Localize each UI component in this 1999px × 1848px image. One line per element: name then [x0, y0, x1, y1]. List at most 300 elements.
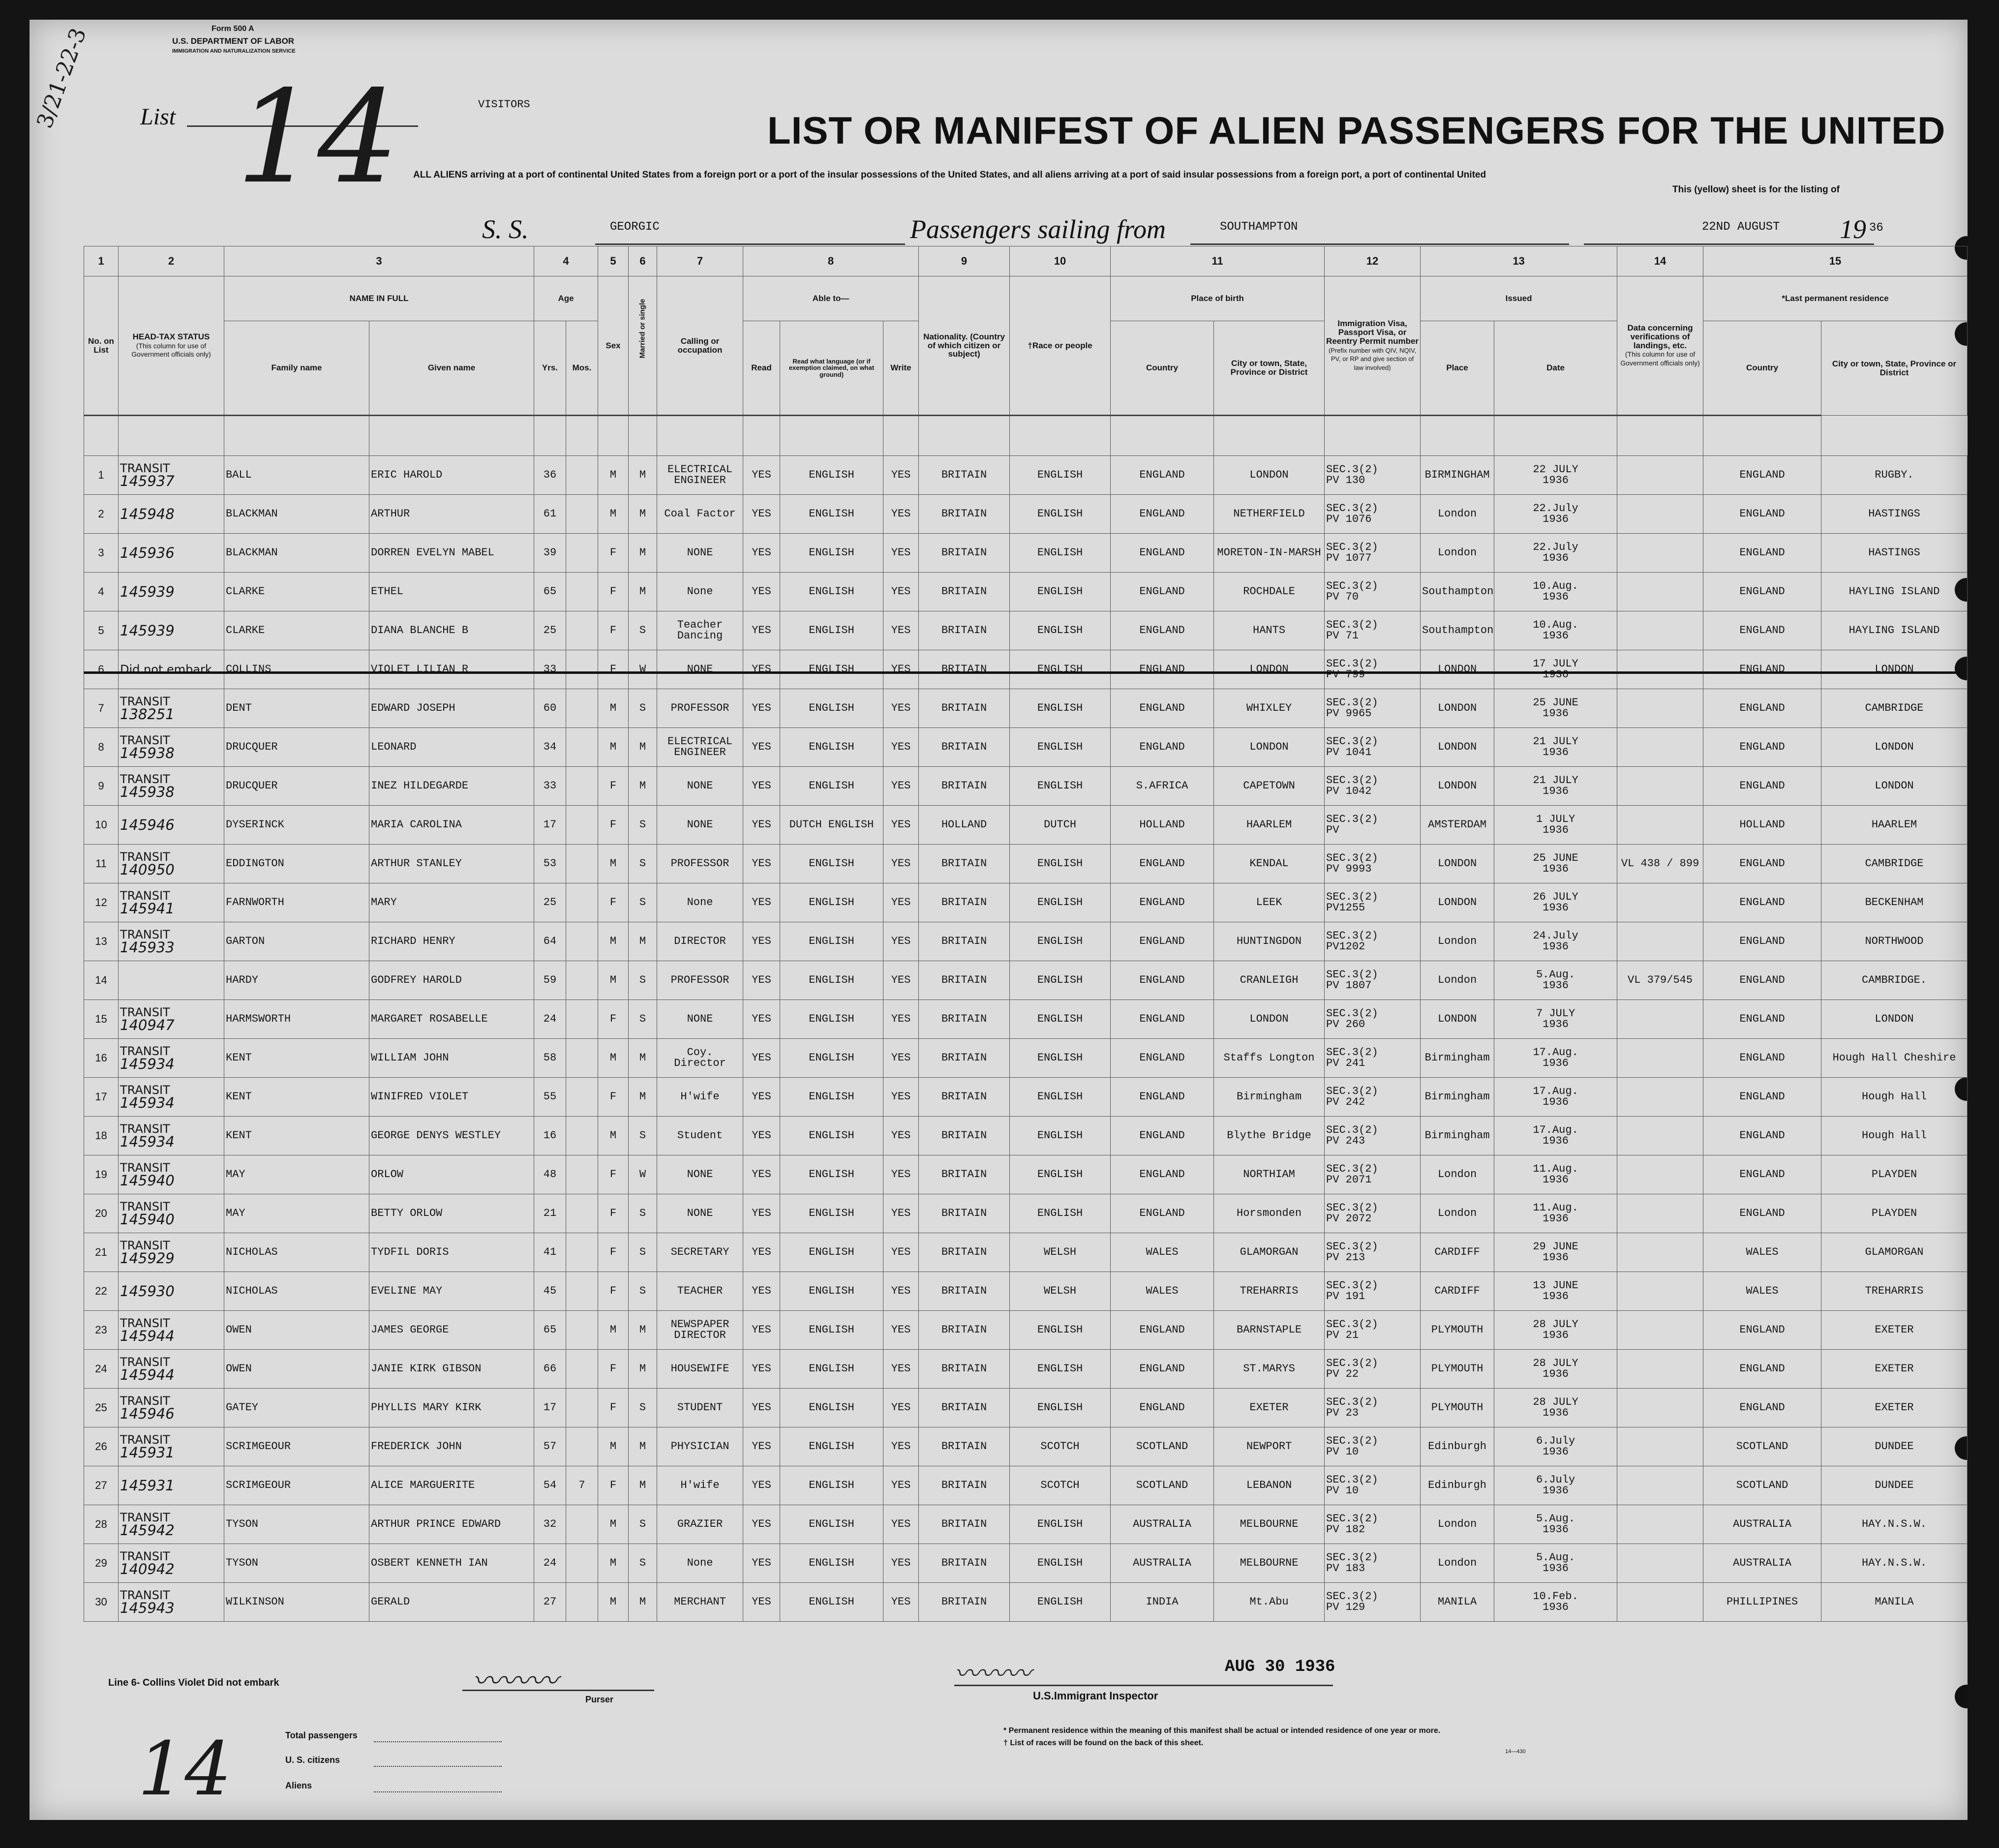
landing-note: (This column for use of Government officials only)	[1620, 350, 1700, 367]
mos-cell	[566, 689, 598, 728]
landing-cell	[1617, 1583, 1703, 1622]
landing-cell	[1617, 1117, 1703, 1155]
occ-cell: PHYSICIAN	[657, 1427, 743, 1466]
family-cell: SCRIMGEOUR	[224, 1427, 369, 1466]
passenger-row	[84, 1544, 1968, 1583]
visa-cell	[1325, 1117, 1421, 1155]
write-cell: YES	[883, 961, 919, 1000]
colnum: 10	[1010, 246, 1111, 276]
visa-cell	[1325, 1311, 1421, 1350]
visa-cell	[1325, 883, 1421, 922]
visa-section: SEC.3(2)	[1326, 463, 1378, 476]
read-cell: YES	[743, 845, 780, 883]
port-name: SOUTHAMPTON	[1220, 220, 1298, 234]
iplace-cell: LONDON	[1421, 767, 1494, 806]
rcity-cell: LONDON	[1821, 767, 1968, 806]
col-issued-date: Date	[1494, 321, 1617, 416]
yrs-cell: 55	[534, 1078, 566, 1117]
iplace-cell: Birmingham	[1421, 1039, 1494, 1078]
sex-cell: M	[598, 845, 629, 883]
head-tax-cell	[119, 922, 224, 961]
visa-section: SEC.3(2)	[1326, 1163, 1378, 1175]
sex-cell: F	[598, 1155, 629, 1194]
head-tax-number: 145943	[120, 1599, 175, 1616]
given-cell: WINIFRED VIOLET	[369, 1078, 534, 1117]
sex-cell: F	[598, 767, 629, 806]
rcountry-cell: ENGLAND	[1703, 1000, 1821, 1039]
head-tax-cell	[119, 1466, 224, 1505]
purser-signature: 〰〰〰	[472, 1664, 558, 1697]
head-tax-label: HEAD-TAX STATUS	[132, 332, 210, 341]
ms-cell: S	[629, 883, 657, 922]
lang-cell: ENGLISH	[780, 495, 883, 534]
visa-cell	[1325, 495, 1421, 534]
read-cell: YES	[743, 767, 780, 806]
no-cell: 21	[84, 1233, 119, 1272]
sex-cell: M	[598, 1311, 629, 1350]
passenger-row	[84, 922, 1968, 961]
mos-cell	[566, 922, 598, 961]
rcity-cell: HAY.N.S.W.	[1821, 1505, 1968, 1544]
issued-date-cell	[1494, 1000, 1617, 1039]
rcity-cell: LONDON	[1821, 1000, 1968, 1039]
visa-cell	[1325, 1544, 1421, 1583]
rcountry-cell: ENGLAND	[1703, 1194, 1821, 1233]
lang-cell: ENGLISH	[780, 1194, 883, 1233]
issued-date: 1936	[1543, 591, 1569, 603]
family-cell: CLARKE	[224, 573, 369, 611]
no-cell: 23	[84, 1311, 119, 1350]
passenger-row	[84, 883, 1968, 922]
issued-date-cell	[1494, 1544, 1617, 1583]
sex-cell: M	[598, 1544, 629, 1583]
visa-section: SEC.3(2)	[1326, 1357, 1378, 1369]
mos-cell	[566, 1155, 598, 1194]
rcountry-cell: PHILLIPINES	[1703, 1583, 1821, 1622]
issued-date: 5.Aug.	[1536, 969, 1575, 981]
nat-cell: BRITAIN	[919, 1427, 1010, 1466]
ms-cell: S	[629, 1194, 657, 1233]
ms-cell: M	[629, 573, 657, 611]
bcountry-cell: ENGLAND	[1111, 1311, 1214, 1350]
head-tax-status: TRANSIT	[120, 1588, 170, 1602]
iplace-cell: CARDIFF	[1421, 1272, 1494, 1311]
passenger-row	[84, 1427, 1968, 1466]
landing-cell: VL 379/545	[1617, 961, 1703, 1000]
issued-date: 26 JULY	[1533, 891, 1578, 903]
write-cell: YES	[883, 1117, 919, 1155]
col-given-name: Given name	[369, 321, 534, 416]
rcountry-cell: ENGLAND	[1703, 728, 1821, 767]
landing-cell: VL 438 / 899	[1617, 845, 1703, 883]
lang-cell: ENGLISH	[780, 1350, 883, 1389]
subtitle-2: This (yellow) sheet is for the listing of	[1672, 184, 1840, 195]
head-tax-cell	[119, 689, 224, 728]
nat-cell: BRITAIN	[919, 1505, 1010, 1544]
write-cell: YES	[883, 650, 919, 689]
header-spacer	[84, 416, 1968, 456]
visa-number: PV1255	[1326, 902, 1365, 914]
nat-cell: BRITAIN	[919, 1233, 1010, 1272]
write-cell: YES	[883, 1000, 919, 1039]
yrs-cell: 17	[534, 806, 566, 845]
colnum: 14	[1617, 246, 1703, 276]
mos-cell	[566, 1117, 598, 1155]
write-cell: YES	[883, 922, 919, 961]
head-tax-number: 145948	[120, 505, 175, 522]
family-cell: KENT	[224, 1117, 369, 1155]
head-tax-cell	[119, 1155, 224, 1194]
nat-cell: BRITAIN	[919, 534, 1010, 573]
head-tax-number: 145937	[120, 472, 175, 489]
bcountry-cell: ENGLAND	[1111, 611, 1214, 650]
issued-date: 1936	[1543, 979, 1569, 992]
yrs-cell: 45	[534, 1272, 566, 1311]
sex-cell: M	[598, 728, 629, 767]
family-cell: DRUCQUER	[224, 767, 369, 806]
visa-number: PV 21	[1326, 1329, 1359, 1341]
head-tax-cell	[119, 611, 224, 650]
visa-number: PV 1076	[1326, 513, 1372, 525]
issued-date: 17.Aug.	[1533, 1124, 1578, 1136]
list-number: 14	[236, 63, 399, 212]
visa-section: SEC.3(2)	[1326, 502, 1378, 515]
landing-cell	[1617, 728, 1703, 767]
head-tax-cell	[119, 495, 224, 534]
occ-cell: Teacher Dancing	[657, 611, 743, 650]
landing-cell	[1617, 495, 1703, 534]
lang-cell: ENGLISH	[780, 728, 883, 767]
yrs-cell: 21	[534, 1194, 566, 1233]
mos-cell	[566, 1427, 598, 1466]
iplace-cell: BIRMINGHAM	[1421, 456, 1494, 495]
occ-cell: NONE	[657, 1000, 743, 1039]
yrs-cell: 32	[534, 1505, 566, 1544]
landing-cell	[1617, 1194, 1703, 1233]
race-cell: ENGLISH	[1010, 922, 1111, 961]
bcity-cell: MORETON-IN-MARSH	[1214, 534, 1325, 573]
write-cell: YES	[883, 1155, 919, 1194]
passenger-row	[84, 495, 1968, 534]
passenger-row	[84, 806, 1968, 845]
visa-number: PV 242	[1326, 1096, 1365, 1108]
bcity-cell: TREHARRIS	[1214, 1272, 1325, 1311]
sex-cell: F	[598, 1350, 629, 1389]
issued-date: 25 JUNE	[1533, 852, 1578, 864]
ms-cell: W	[629, 650, 657, 689]
bcountry-cell: ENGLAND	[1111, 1039, 1214, 1078]
given-cell: OSBERT KENNETH IAN	[369, 1544, 534, 1583]
visa-cell	[1325, 922, 1421, 961]
passenger-row	[84, 1155, 1968, 1194]
read-cell: YES	[743, 806, 780, 845]
nat-cell: BRITAIN	[919, 573, 1010, 611]
head-tax-number: 145942	[120, 1521, 175, 1539]
lang-cell: ENGLISH	[780, 1505, 883, 1544]
head-tax-cell	[119, 1194, 224, 1233]
bcity-cell: WHIXLEY	[1214, 689, 1325, 728]
sex-cell: F	[598, 1389, 629, 1427]
married-label: Married or single	[638, 299, 647, 358]
head-tax-cell	[119, 961, 224, 1000]
race-cell: ENGLISH	[1010, 650, 1111, 689]
head-tax-status: TRANSIT	[120, 927, 170, 941]
visa-section: SEC.3(2)	[1326, 1046, 1378, 1059]
landing-cell	[1617, 456, 1703, 495]
passenger-row	[84, 1389, 1968, 1427]
read-cell: YES	[743, 1078, 780, 1117]
issued-date-cell	[1494, 922, 1617, 961]
col-read: Read	[743, 321, 780, 416]
race-cell: ENGLISH	[1010, 1194, 1111, 1233]
head-tax-cell	[119, 1583, 224, 1622]
mos-cell: 7	[566, 1466, 598, 1505]
colnum: 3	[224, 246, 534, 276]
issued-date-cell	[1494, 1350, 1617, 1389]
issued-date-cell	[1494, 689, 1617, 728]
issued-date: 1936	[1543, 668, 1569, 681]
occ-cell: PROFESSOR	[657, 961, 743, 1000]
mos-cell	[566, 1000, 598, 1039]
sex-cell: F	[598, 650, 629, 689]
head-tax-cell	[119, 534, 224, 573]
write-cell: YES	[883, 1194, 919, 1233]
visa-cell	[1325, 611, 1421, 650]
visa-section: SEC.3(2)	[1326, 813, 1378, 825]
family-cell: HARMSWORTH	[224, 1000, 369, 1039]
race-cell: ENGLISH	[1010, 495, 1111, 534]
issued-date: 1936	[1543, 746, 1569, 758]
iplace-cell: LONDON	[1421, 689, 1494, 728]
yrs-cell: 16	[534, 1117, 566, 1155]
visa-section: SEC.3(2)	[1326, 697, 1378, 709]
read-cell: YES	[743, 728, 780, 767]
head-tax-cell	[119, 650, 224, 689]
visa-section: SEC.3(2)	[1326, 1513, 1378, 1525]
ms-cell: M	[629, 1466, 657, 1505]
rcountry-cell: SCOTLAND	[1703, 1427, 1821, 1466]
col-calling: Calling or occupation	[657, 276, 743, 416]
sex-cell: F	[598, 573, 629, 611]
col-no-on-list: No. on List	[84, 276, 119, 416]
race-cell: ENGLISH	[1010, 1000, 1111, 1039]
iplace-cell: LONDON	[1421, 728, 1494, 767]
issued-date: 1 JULY	[1536, 813, 1575, 825]
passenger-row	[84, 1194, 1968, 1233]
lang-cell: ENGLISH	[780, 1466, 883, 1505]
rcountry-cell: ENGLAND	[1703, 1039, 1821, 1078]
no-cell: 20	[84, 1194, 119, 1233]
issued-date: 28 JULY	[1533, 1396, 1578, 1408]
issued-date: 1936	[1543, 707, 1569, 720]
rcountry-cell: ENGLAND	[1703, 883, 1821, 922]
issued-date-cell	[1494, 456, 1617, 495]
mos-cell	[566, 1039, 598, 1078]
visa-cell	[1325, 1078, 1421, 1117]
read-cell: YES	[743, 1117, 780, 1155]
ms-cell: S	[629, 961, 657, 1000]
lang-cell: ENGLISH	[780, 1272, 883, 1311]
nat-cell: BRITAIN	[919, 650, 1010, 689]
occ-cell: Coy. Director	[657, 1039, 743, 1078]
issued-date: 17.Aug.	[1533, 1085, 1578, 1097]
lang-cell: ENGLISH	[780, 845, 883, 883]
issued-date: 29 JUNE	[1533, 1241, 1578, 1253]
mos-cell	[566, 1311, 598, 1350]
bcity-cell: MELBOURNE	[1214, 1544, 1325, 1583]
head-tax-number: 145939	[120, 622, 175, 639]
bcity-cell: Horsmonden	[1214, 1194, 1325, 1233]
visa-cell	[1325, 961, 1421, 1000]
read-cell: YES	[743, 1466, 780, 1505]
nat-cell: BRITAIN	[919, 1544, 1010, 1583]
head-tax-number: 145934	[120, 1055, 175, 1072]
rcountry-cell: AUSTRALIA	[1703, 1505, 1821, 1544]
visa-section: SEC.3(2)	[1326, 930, 1378, 942]
head-tax-number: 145941	[120, 900, 175, 917]
yrs-cell: 41	[534, 1233, 566, 1272]
bcity-cell: Mt.Abu	[1214, 1583, 1325, 1622]
iplace-cell: London	[1421, 961, 1494, 1000]
issued-date: 1936	[1543, 1174, 1569, 1186]
bcity-cell: ST.MARYS	[1214, 1350, 1325, 1389]
bcountry-cell: INDIA	[1111, 1583, 1214, 1622]
bcity-cell: NEWPORT	[1214, 1427, 1325, 1466]
iplace-cell: Edinburgh	[1421, 1466, 1494, 1505]
given-cell: ARTHUR	[369, 495, 534, 534]
race-cell: ENGLISH	[1010, 728, 1111, 767]
head-tax-cell	[119, 767, 224, 806]
issued-date-cell	[1494, 573, 1617, 611]
landing-cell	[1617, 611, 1703, 650]
no-cell: 25	[84, 1389, 119, 1427]
ms-cell: S	[629, 1272, 657, 1311]
sex-cell: M	[598, 1427, 629, 1466]
write-cell: YES	[883, 806, 919, 845]
ms-cell: S	[629, 1117, 657, 1155]
ms-cell: M	[629, 728, 657, 767]
bcity-cell: MELBOURNE	[1214, 1505, 1325, 1544]
issued-date-cell	[1494, 650, 1617, 689]
issued-date: 1936	[1543, 1290, 1569, 1303]
given-cell: RICHARD HENRY	[369, 922, 534, 961]
race-cell: ENGLISH	[1010, 1544, 1111, 1583]
ms-cell: M	[629, 456, 657, 495]
visa-number: PV 799	[1326, 668, 1365, 681]
lang-cell: ENGLISH	[780, 573, 883, 611]
read-cell: YES	[743, 1272, 780, 1311]
no-cell: 16	[84, 1039, 119, 1078]
visa-label: Immigration Visa, Passport Visa, or Reentry Permit number	[1326, 318, 1419, 346]
write-cell: YES	[883, 534, 919, 573]
passenger-row	[84, 573, 1968, 611]
mos-cell	[566, 1078, 598, 1117]
bcountry-cell: ENGLAND	[1111, 728, 1214, 767]
passenger-row	[84, 1000, 1968, 1039]
iplace-cell: London	[1421, 495, 1494, 534]
sex-cell: M	[598, 961, 629, 1000]
yrs-cell: 34	[534, 728, 566, 767]
issued-date-cell	[1494, 1505, 1617, 1544]
family-cell: NICHOLAS	[224, 1233, 369, 1272]
sex-cell: F	[598, 1078, 629, 1117]
occ-cell: ELECTRICAL ENGINEER	[657, 456, 743, 495]
column-number-row	[84, 246, 1968, 276]
landing-label: Data concerning verifications of landings, etc.	[1627, 323, 1693, 350]
issued-date-cell	[1494, 1078, 1617, 1117]
head-tax-number: 145944	[120, 1327, 175, 1344]
occ-cell: H'wife	[657, 1466, 743, 1505]
colnum: 12	[1325, 246, 1421, 276]
head-tax-status: TRANSIT	[120, 1510, 170, 1524]
race-cell: ENGLISH	[1010, 1039, 1111, 1078]
colnum: 15	[1703, 246, 1968, 276]
ship-name: GEORGIC	[610, 220, 660, 234]
head-tax-number: 140947	[120, 1016, 175, 1033]
issued-date-cell	[1494, 1194, 1617, 1233]
sex-cell: F	[598, 1233, 629, 1272]
visa-section: SEC.3(2)	[1326, 1435, 1378, 1447]
passenger-row	[84, 1078, 1968, 1117]
read-cell: YES	[743, 1194, 780, 1233]
write-cell: YES	[883, 1505, 919, 1544]
visa-section: SEC.3(2)	[1326, 1124, 1378, 1136]
head-tax-cell	[119, 1505, 224, 1544]
issued-date: 1936	[1543, 902, 1569, 914]
iplace-cell: Southampton	[1421, 611, 1494, 650]
col-nationality: Nationality. (Country of which citizen or subject)	[919, 276, 1010, 416]
family-cell: DENT	[224, 689, 369, 728]
head-tax-status: TRANSIT	[120, 1160, 170, 1175]
colnum: 6	[629, 246, 657, 276]
issued-date: 1936	[1543, 1368, 1569, 1380]
head-tax-status: TRANSIT	[120, 1199, 170, 1213]
issued-date: 1936	[1543, 1057, 1569, 1069]
visa-number: PV 260	[1326, 1018, 1365, 1030]
issued-date-cell	[1494, 845, 1617, 883]
lang-cell: ENGLISH	[780, 1117, 883, 1155]
sex-cell: M	[598, 1583, 629, 1622]
issued-date: 11.Aug.	[1533, 1202, 1578, 1214]
occ-cell: DIRECTOR	[657, 922, 743, 961]
issued-date-cell	[1494, 728, 1617, 767]
bcity-cell: NETHERFIELD	[1214, 495, 1325, 534]
issued-date: 1936	[1543, 1096, 1569, 1108]
head-tax-status: TRANSIT	[120, 1549, 170, 1563]
sex-cell: F	[598, 534, 629, 573]
ms-cell: S	[629, 1389, 657, 1427]
visa-cell	[1325, 534, 1421, 573]
mos-cell	[566, 883, 598, 922]
bcity-cell: HANTS	[1214, 611, 1325, 650]
nat-cell: BRITAIN	[919, 1117, 1010, 1155]
issued-date-cell	[1494, 1583, 1617, 1622]
mos-cell	[566, 1194, 598, 1233]
no-cell: 28	[84, 1505, 119, 1544]
head-tax-cell	[119, 728, 224, 767]
bcountry-cell: AUSTRALIA	[1111, 1505, 1214, 1544]
sailing-label: Passengers sailing from	[910, 214, 1166, 244]
ms-cell: M	[629, 767, 657, 806]
colnum: 2	[119, 246, 224, 276]
head-tax-number: 138251	[120, 705, 175, 723]
bcountry-cell: S.AFRICA	[1111, 767, 1214, 806]
rcountry-cell: ENGLAND	[1703, 495, 1821, 534]
issued-date-cell	[1494, 883, 1617, 922]
head-tax-number: 145929	[120, 1249, 175, 1267]
write-cell: YES	[883, 1311, 919, 1350]
col-race: †Race or people	[1010, 276, 1111, 416]
